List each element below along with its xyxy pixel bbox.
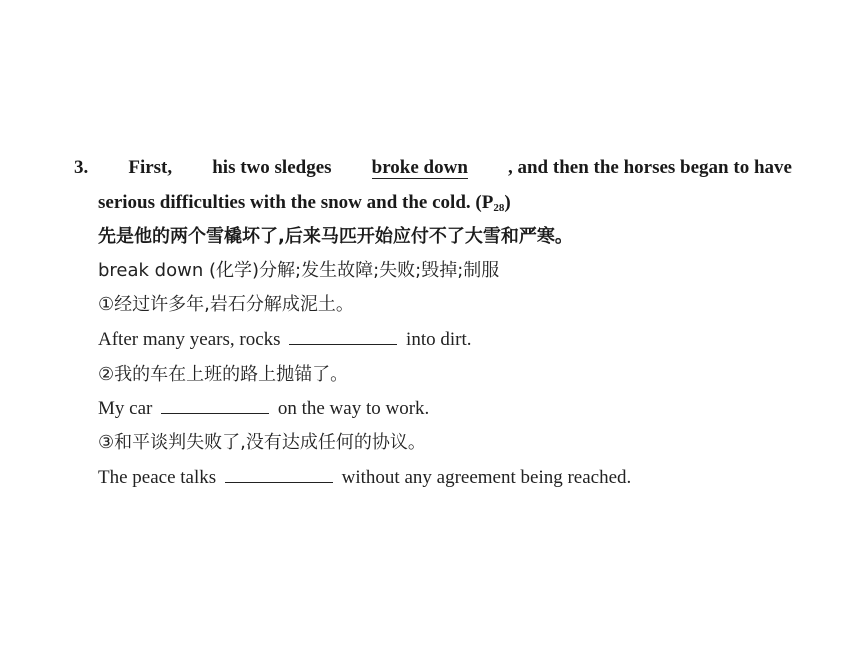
exercise-2-chinese: ②我的车在上班的路上抛锚了。 [98, 364, 349, 385]
question-text-2: his two sledges [212, 157, 332, 178]
question-number: 3. [74, 157, 89, 178]
exercise-3-english: The peace talks without any agreement being reached. [98, 467, 632, 488]
question-text-1: First, [128, 157, 173, 178]
page-reference: $(P_{28})$ [475, 192, 511, 214]
question-line-2 [98, 193, 511, 214]
exercise-2-english: My car on the way to work. [98, 398, 430, 419]
question-line-1 [74, 158, 792, 179]
exercise-1-english: After many years, rocks into dirt. [98, 329, 472, 350]
highlight-phrase: broke down [371, 157, 468, 178]
question-translation: 先是他的两个雪橇坏了,后来马匹开始应付不了大雪和严寒。 [98, 226, 573, 247]
exercise-1-chinese: ①经过许多年,岩石分解成泥土。 [98, 294, 354, 315]
question-text-3: , and then the horses began to have [507, 157, 792, 178]
answer-blank-2[interactable] [161, 399, 269, 414]
question-text-line2: serious difficulties with the snow and the cold. [98, 192, 471, 213]
answer-blank-3[interactable] [225, 468, 333, 483]
exercise-3-chinese: ③和平谈判失败了,没有达成任何的协议。 [98, 432, 426, 453]
definition-line: break down (化学)分解;发生故障;失败;毁掉;制服 [98, 260, 500, 281]
answer-blank-1[interactable] [289, 330, 397, 345]
